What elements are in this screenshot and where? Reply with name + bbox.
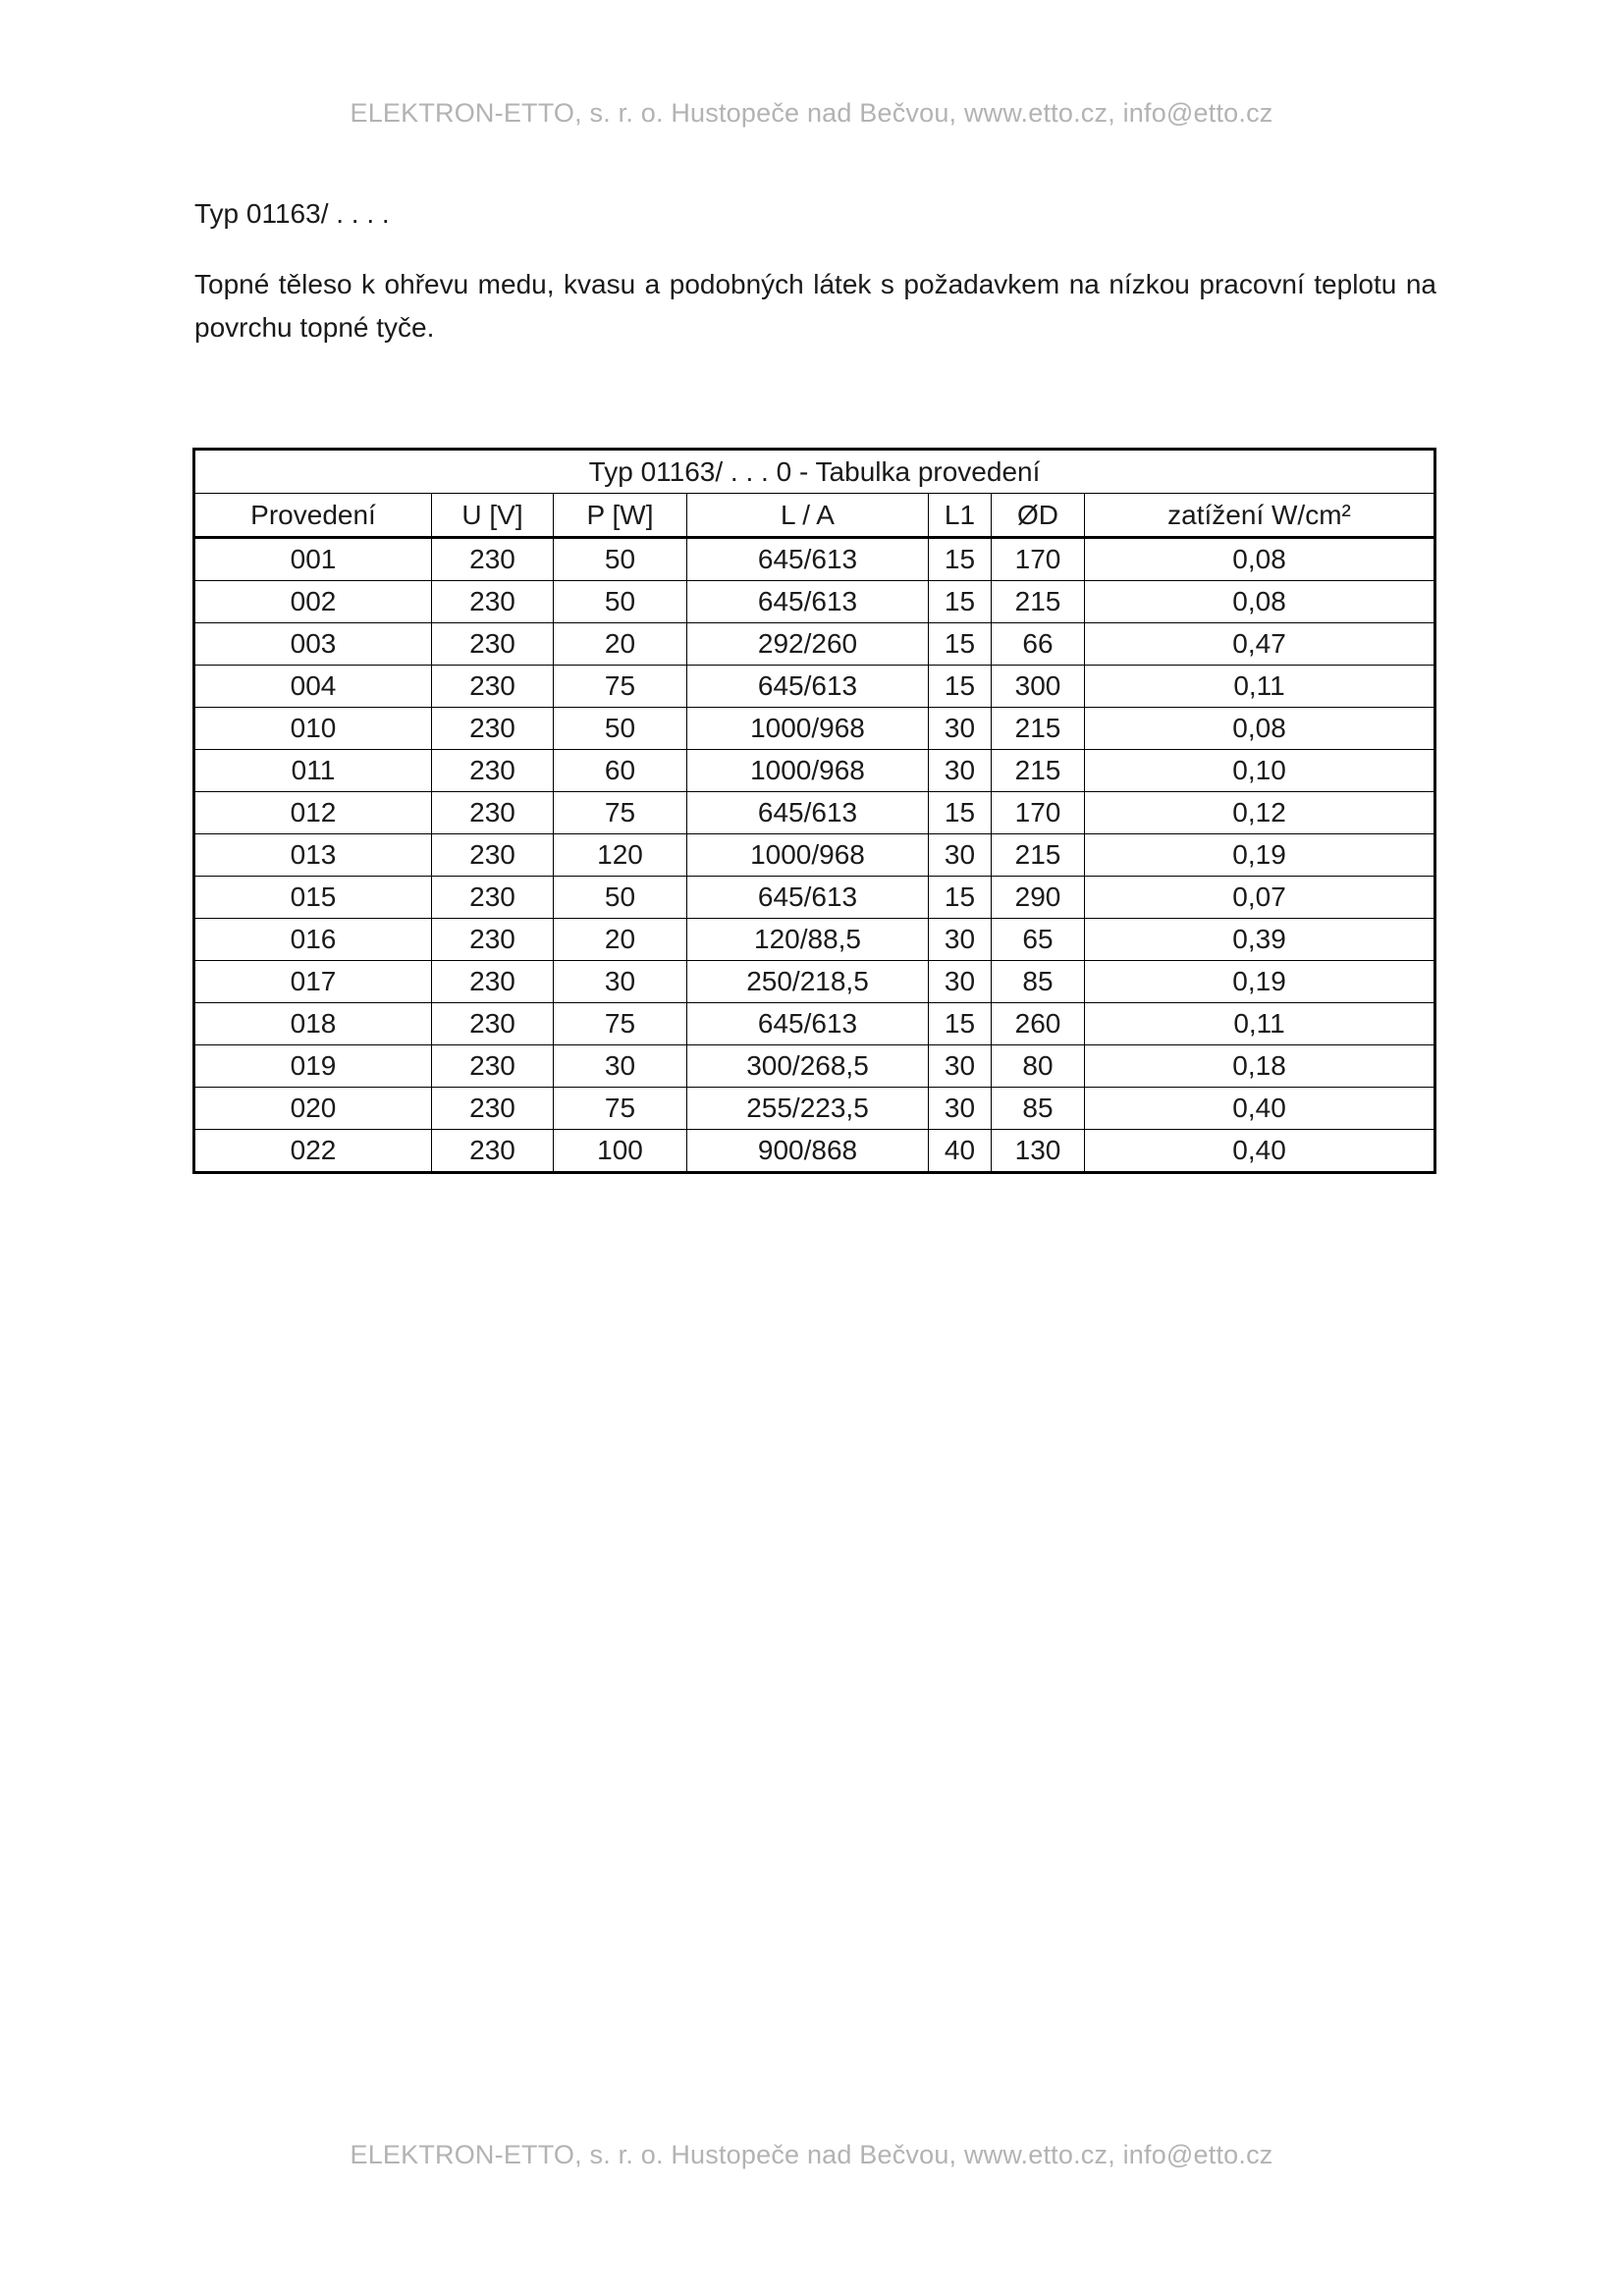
cell-load: 0,10 bbox=[1085, 750, 1435, 792]
cell-voltage: 230 bbox=[432, 792, 554, 834]
cell-voltage: 230 bbox=[432, 750, 554, 792]
cell-load: 0,47 bbox=[1085, 623, 1435, 666]
cell-voltage: 230 bbox=[432, 1088, 554, 1130]
cell-load: 0,12 bbox=[1085, 792, 1435, 834]
cell-length: 250/218,5 bbox=[687, 961, 929, 1003]
cell-provedeni: 015 bbox=[194, 877, 432, 919]
cell-l1: 30 bbox=[929, 961, 992, 1003]
cell-l1: 30 bbox=[929, 708, 992, 750]
table-title-row bbox=[194, 450, 1435, 494]
table-row bbox=[194, 834, 1435, 877]
document-type-line: Typ 01163/ . . . . bbox=[194, 198, 390, 229]
cell-l1: 15 bbox=[929, 581, 992, 623]
cell-provedeni: 013 bbox=[194, 834, 432, 877]
table-title: Typ 01163/ . . . 0 - Tabulka provedení bbox=[194, 450, 1435, 494]
table-row bbox=[194, 708, 1435, 750]
cell-power: 75 bbox=[554, 1003, 687, 1045]
cell-voltage: 230 bbox=[432, 961, 554, 1003]
cell-provedeni: 022 bbox=[194, 1130, 432, 1173]
cell-voltage: 230 bbox=[432, 538, 554, 581]
cell-diameter: 215 bbox=[992, 581, 1085, 623]
cell-diameter: 215 bbox=[992, 834, 1085, 877]
cell-load: 0,08 bbox=[1085, 538, 1435, 581]
cell-diameter: 300 bbox=[992, 666, 1085, 708]
cell-voltage: 230 bbox=[432, 1130, 554, 1173]
cell-length: 255/223,5 bbox=[687, 1088, 929, 1130]
column-header-power: P [W] bbox=[554, 494, 687, 538]
cell-diameter: 215 bbox=[992, 750, 1085, 792]
page-footer: ELEKTRON-ETTO, s. r. o. Hustopeče nad Bečvou, www.etto.cz, info@etto.cz bbox=[350, 2140, 1273, 2169]
table-row bbox=[194, 1088, 1435, 1130]
cell-power: 75 bbox=[554, 792, 687, 834]
table-row bbox=[194, 666, 1435, 708]
cell-length: 900/868 bbox=[687, 1130, 929, 1173]
cell-length: 292/260 bbox=[687, 623, 929, 666]
cell-diameter: 80 bbox=[992, 1045, 1085, 1088]
cell-l1: 30 bbox=[929, 1045, 992, 1088]
cell-length: 645/613 bbox=[687, 581, 929, 623]
cell-power: 50 bbox=[554, 877, 687, 919]
table-row bbox=[194, 623, 1435, 666]
cell-provedeni: 010 bbox=[194, 708, 432, 750]
cell-power: 30 bbox=[554, 961, 687, 1003]
table-row bbox=[194, 919, 1435, 961]
column-header-diameter: ØD bbox=[992, 494, 1085, 538]
table-body bbox=[194, 538, 1435, 1173]
cell-power: 50 bbox=[554, 581, 687, 623]
cell-power: 75 bbox=[554, 666, 687, 708]
cell-voltage: 230 bbox=[432, 919, 554, 961]
table-row bbox=[194, 792, 1435, 834]
cell-diameter: 170 bbox=[992, 538, 1085, 581]
cell-l1: 30 bbox=[929, 919, 992, 961]
table-row bbox=[194, 1130, 1435, 1173]
cell-diameter: 170 bbox=[992, 792, 1085, 834]
cell-power: 30 bbox=[554, 1045, 687, 1088]
table-row bbox=[194, 750, 1435, 792]
table-row bbox=[194, 961, 1435, 1003]
cell-provedeni: 019 bbox=[194, 1045, 432, 1088]
cell-diameter: 85 bbox=[992, 1088, 1085, 1130]
cell-power: 20 bbox=[554, 919, 687, 961]
cell-power: 50 bbox=[554, 708, 687, 750]
page-header: ELEKTRON-ETTO, s. r. o. Hustopeče nad Bečvou, www.etto.cz, info@etto.cz bbox=[350, 98, 1273, 128]
cell-diameter: 66 bbox=[992, 623, 1085, 666]
table-row bbox=[194, 538, 1435, 581]
cell-load: 0,39 bbox=[1085, 919, 1435, 961]
cell-provedeni: 020 bbox=[194, 1088, 432, 1130]
cell-l1: 15 bbox=[929, 1003, 992, 1045]
cell-length: 645/613 bbox=[687, 538, 929, 581]
cell-l1: 15 bbox=[929, 877, 992, 919]
cell-load: 0,11 bbox=[1085, 1003, 1435, 1045]
cell-power: 100 bbox=[554, 1130, 687, 1173]
cell-length: 645/613 bbox=[687, 877, 929, 919]
cell-diameter: 130 bbox=[992, 1130, 1085, 1173]
cell-length: 645/613 bbox=[687, 1003, 929, 1045]
cell-voltage: 230 bbox=[432, 581, 554, 623]
cell-load: 0,40 bbox=[1085, 1130, 1435, 1173]
cell-diameter: 85 bbox=[992, 961, 1085, 1003]
cell-load: 0,19 bbox=[1085, 834, 1435, 877]
column-header-length: L / A bbox=[687, 494, 929, 538]
cell-length: 1000/968 bbox=[687, 834, 929, 877]
table-row bbox=[194, 581, 1435, 623]
cell-length: 300/268,5 bbox=[687, 1045, 929, 1088]
cell-voltage: 230 bbox=[432, 666, 554, 708]
cell-length: 120/88,5 bbox=[687, 919, 929, 961]
cell-length: 1000/968 bbox=[687, 708, 929, 750]
cell-provedeni: 017 bbox=[194, 961, 432, 1003]
cell-l1: 15 bbox=[929, 538, 992, 581]
cell-provedeni: 001 bbox=[194, 538, 432, 581]
cell-provedeni: 012 bbox=[194, 792, 432, 834]
cell-l1: 40 bbox=[929, 1130, 992, 1173]
cell-provedeni: 018 bbox=[194, 1003, 432, 1045]
cell-power: 75 bbox=[554, 1088, 687, 1130]
cell-voltage: 230 bbox=[432, 834, 554, 877]
cell-load: 0,08 bbox=[1085, 581, 1435, 623]
cell-l1: 15 bbox=[929, 666, 992, 708]
cell-l1: 30 bbox=[929, 834, 992, 877]
document-description: Topné těleso k ohřevu medu, kvasu a podobných látek s požadavkem na nízkou pracovní teplotu na povrchu topné tyče. bbox=[194, 269, 1436, 343]
cell-length: 645/613 bbox=[687, 792, 929, 834]
table-row bbox=[194, 1045, 1435, 1088]
cell-load: 0,08 bbox=[1085, 708, 1435, 750]
cell-power: 120 bbox=[554, 834, 687, 877]
cell-voltage: 230 bbox=[432, 1045, 554, 1088]
cell-power: 50 bbox=[554, 538, 687, 581]
cell-l1: 30 bbox=[929, 750, 992, 792]
cell-diameter: 290 bbox=[992, 877, 1085, 919]
table-row bbox=[194, 1003, 1435, 1045]
cell-provedeni: 011 bbox=[194, 750, 432, 792]
cell-voltage: 230 bbox=[432, 1003, 554, 1045]
cell-diameter: 215 bbox=[992, 708, 1085, 750]
cell-diameter: 65 bbox=[992, 919, 1085, 961]
cell-l1: 15 bbox=[929, 623, 992, 666]
cell-l1: 15 bbox=[929, 792, 992, 834]
cell-load: 0,18 bbox=[1085, 1045, 1435, 1088]
cell-diameter: 260 bbox=[992, 1003, 1085, 1045]
cell-provedeni: 002 bbox=[194, 581, 432, 623]
column-header-provedeni: Provedení bbox=[194, 494, 432, 538]
cell-load: 0,40 bbox=[1085, 1088, 1435, 1130]
cell-voltage: 230 bbox=[432, 877, 554, 919]
cell-provedeni: 016 bbox=[194, 919, 432, 961]
table-row bbox=[194, 877, 1435, 919]
cell-provedeni: 003 bbox=[194, 623, 432, 666]
column-header-l1: L1 bbox=[929, 494, 992, 538]
cell-voltage: 230 bbox=[432, 708, 554, 750]
cell-power: 60 bbox=[554, 750, 687, 792]
cell-l1: 30 bbox=[929, 1088, 992, 1130]
column-header-voltage: U [V] bbox=[432, 494, 554, 538]
cell-length: 645/613 bbox=[687, 666, 929, 708]
cell-load: 0,07 bbox=[1085, 877, 1435, 919]
cell-voltage: 230 bbox=[432, 623, 554, 666]
cell-load: 0,11 bbox=[1085, 666, 1435, 708]
column-header-load: zatížení W/cm² bbox=[1085, 494, 1435, 538]
variants-table bbox=[192, 448, 1436, 1174]
table-header-row bbox=[194, 494, 1435, 538]
cell-provedeni: 004 bbox=[194, 666, 432, 708]
cell-length: 1000/968 bbox=[687, 750, 929, 792]
cell-power: 20 bbox=[554, 623, 687, 666]
cell-load: 0,19 bbox=[1085, 961, 1435, 1003]
